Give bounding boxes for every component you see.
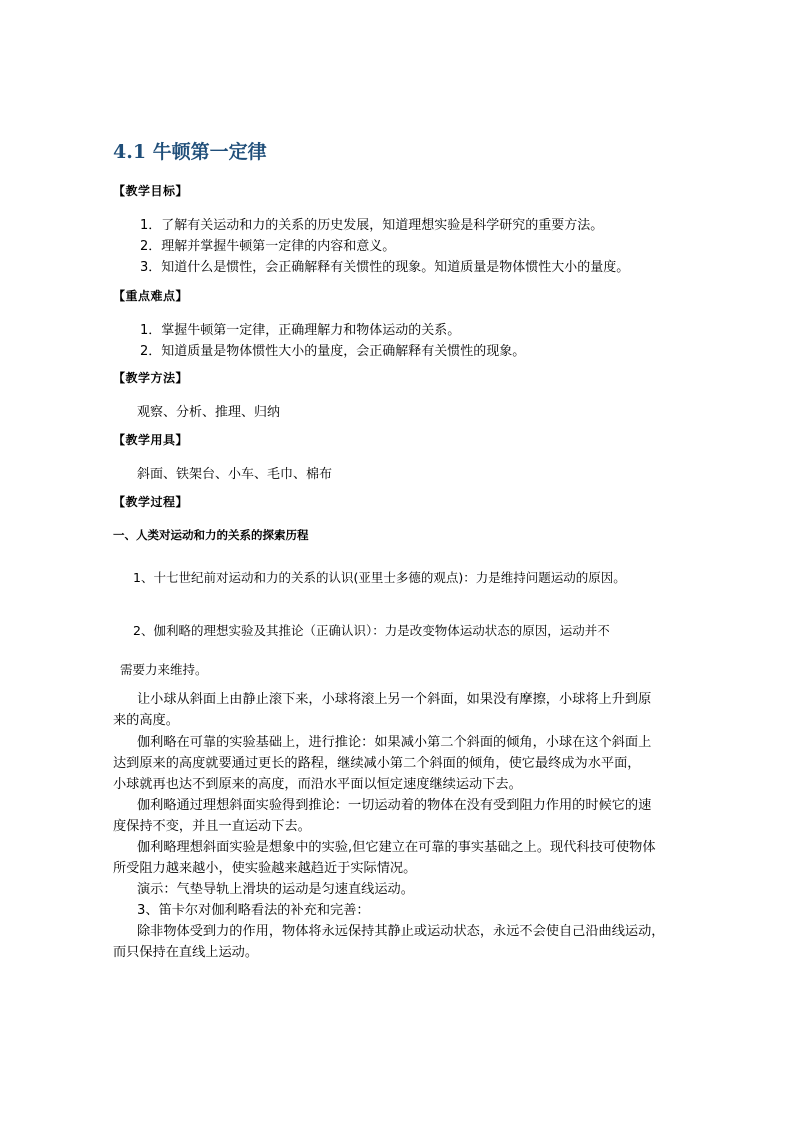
paragraph-line: 让小球从斜面上由静止滚下来，小球将滚上另一个斜面，如果没有摩擦，小球将上升到原 [137, 692, 652, 707]
keypoint-item-2: 2．知道质量是物体惯性大小的量度，会正确解释有关惯性的现象。 [140, 344, 526, 359]
paragraph-line: 来的高度。 [113, 713, 179, 728]
paragraph-4 [113, 837, 683, 879]
point-2-line-2: 需要力来维持。 [120, 662, 208, 677]
objective-item-2: 2．理解并掌握牛顿第一定律的内容和意义。 [140, 239, 396, 254]
paragraph-line: 演示：气垫导轨上滑块的运动是匀速直线运动。 [137, 882, 414, 897]
paragraph-2 [113, 732, 683, 795]
point-3-heading [113, 900, 683, 921]
paragraph-line: 度保持不变，并且一直运动下去。 [113, 819, 311, 834]
keypoint-item-1: 1．掌握牛顿第一定律，正确理解力和物体运动的关系。 [140, 323, 461, 338]
paragraph-line: 3、笛卡尔对伽利略看法的补充和完善： [137, 903, 370, 918]
paragraph-line: 小球就再也达不到原来的高度，而沿水平面以恒定速度继续运动下去。 [113, 777, 522, 792]
methods-text: 观察、分析、推理、归纳 [137, 405, 281, 420]
objective-item-1: 1．了解有关运动和力的关系的历史发展，知道理想实验是科学研究的重要方法。 [140, 218, 604, 233]
paragraph-1 [113, 689, 683, 731]
paragraph-line: 达到原来的高度就要通过更长的路程，继续减小第二个斜面的倾角，使它最终成为水平面， [113, 756, 641, 771]
section-heading-tools: 【教学用具】 [113, 433, 189, 447]
section-heading-process: 【教学过程】 [113, 495, 189, 509]
paragraph-3 [113, 795, 683, 837]
paragraph-line: 除非物体受到力的作用，物体将永远保持其静止或运动状态，永远不会使自己沿曲线运动， [137, 924, 665, 939]
paragraph-line: 所受阻力越来越小，使实验越来越趋近于实际情况。 [113, 861, 417, 876]
page-title: 4.1 牛顿第一定律 [113, 141, 267, 163]
section-heading-keypoints: 【重点难点】 [113, 289, 189, 303]
paragraph-5 [113, 921, 683, 963]
section-heading-methods: 【教学方法】 [113, 371, 189, 385]
part1-heading: 一、人类对运动和力的关系的探索历程 [113, 528, 309, 542]
paragraph-line: 伽利略在可靠的实验基础上，进行推论：如果减小第二个斜面的倾角，小球在这个斜面上 [137, 735, 652, 750]
paragraph-demo [113, 879, 683, 900]
paragraph-line: 伽利略理想斜面实验是想象中的实验,但它建立在可靠的事实基础之上。现代科技可使物体 [137, 840, 656, 855]
point-1: 1、十七世纪前对运动和力的关系的认识(亚里士多德的观点)：力是维持问题运动的原因。 [133, 570, 626, 585]
objective-item-3: 3．知道什么是惯性，会正确解释有关惯性的现象。知道质量是物体惯性大小的量度。 [140, 260, 630, 275]
tools-text: 斜面、铁架台、小车、毛巾、棉布 [137, 467, 333, 482]
paragraph-line: 而只保持在直线上运动。 [113, 945, 259, 960]
section-heading-objectives: 【教学目标】 [113, 184, 189, 198]
paragraph-line: 伽利略通过理想斜面实验得到推论：一切运动着的物体在没有受到阻力作用的时候它的速 [137, 798, 652, 813]
point-2-line-1: 2、伽利略的理想实验及其推论（正确认识）：力是改变物体运动状态的原因，运动并不 [133, 623, 610, 638]
